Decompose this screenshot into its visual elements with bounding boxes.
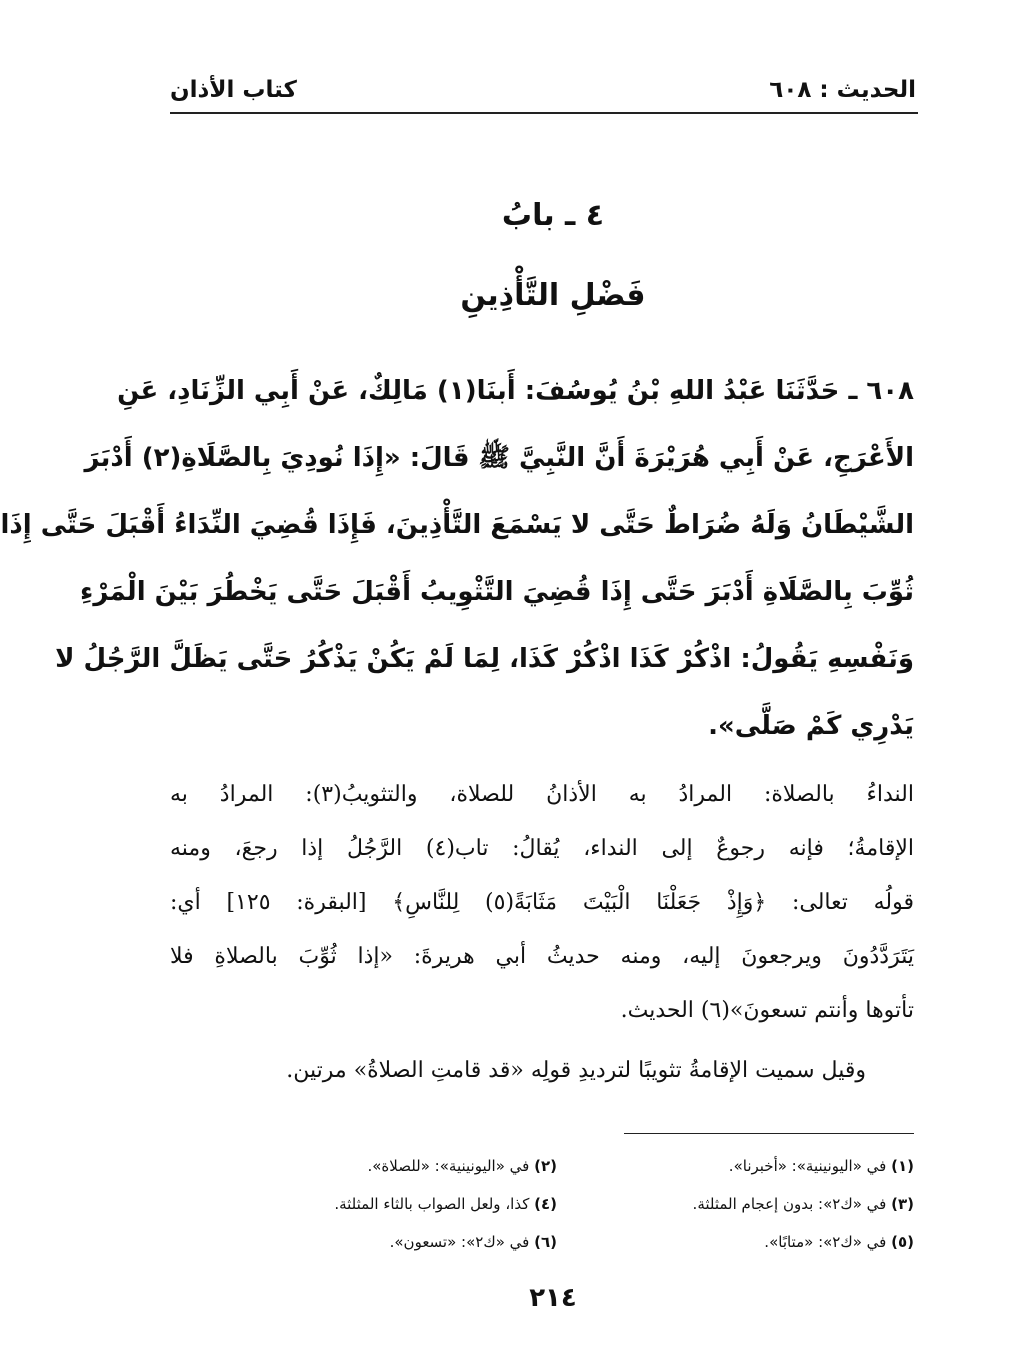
footnote-number: (١) [891,1157,914,1175]
commentary-line: الإقامةُ؛ فإنه رجوعٌ إلى النداء، يُقالُ: تاب(٤) الرَّجُلُ إذا رجعَ، ومنه [170,836,915,861]
hadith-line: وَنَفْسِهِ يَقُولُ: اذْكُرْ كَذَا اذْكُرْ كَذَا، لِمَا لَمْ يَكُنْ يَذْكُرُ حَتَّى يَظَلَّ الرَّجُلُ لا [55,644,914,674]
footnote-text: في «اليونينية»: «أخبرنا». [728,1157,887,1175]
header-book-title: كتاب الأذان [170,77,297,103]
footnote-number: (٥) [891,1233,914,1251]
commentary-paragraph [170,768,914,1038]
closing-paragraph: وقيل سميت الإقامةُ تثويبًا لترديدِ قولِه «قد قامتِ الصلاةُ» مرتين. [286,1058,866,1083]
footnote-text: في «اليونينية»: «للصلاة». [367,1157,530,1175]
footnote-4 [220,1188,557,1220]
footnote-text: في «ك٢»: بدون إعجام المثلثة. [692,1195,887,1213]
footnote-6 [220,1226,557,1258]
commentary-line: النداءُ بالصلاة: المرادُ به الأذانُ للصلاة، والتثويبُ(٣): المرادُ به [170,782,915,807]
hadith-line: يَدْرِي كَمْ صَلَّى». [708,711,914,741]
footnote-text: في «ك٢»: «تسعون». [389,1233,530,1251]
footnote-5 [577,1226,914,1258]
hadith-text [0,358,914,760]
hadith-line: الشَّيْطَانُ وَلَهُ ضُرَاطٌ حَتَّى لا يَسْمَعَ التَّأْذِينَ، فَإِذَا قُضِيَ النِّدَاءُ أَقْبَلَ حَتَّى إِذَا [0,510,914,540]
footnote-text: كذا، ولعل الصواب بالثاء المثلثة. [334,1195,530,1213]
running-header [170,70,916,110]
footnote-text: في «ك٢»: «متابًا». [764,1233,887,1251]
footnote-3 [577,1188,914,1220]
commentary-line: قولُه تعالى: ﴿وَإِذْ جَعَلْنَا الْبَيْتَ مَثَابَةً(٥) لِلنَّاسِ﴾ [البقرة: ١٢٥] أي: [170,890,914,915]
hadith-line: الأَعْرَجِ، عَنْ أَبِي هُرَيْرَةَ أَنَّ النَّبِيَّ ﷺ قَالَ: «إِذَا نُودِيَ بِالصَّلَاةِ(٢) أَدْبَرَ [84,443,914,473]
commentary-line: تأتوها وأنتم تسعونَ»(٦) الحديث. [620,998,914,1023]
commentary-line: يَتَرَدَّدُونَ ويرجعونَ إليه، ومنه حديثُ أبي هريرةَ: «إذا ثُوِّبَ بالصلاةِ فلا [170,944,914,969]
footnote-number: (٦) [534,1233,557,1251]
chapter-number: ٤ ـ بابُ [501,198,605,233]
footnotes [220,1150,914,1258]
chapter-title: فَضْلِ التَّأْذِينِ [460,278,646,313]
hadith-line: ثُوِّبَ بِالصَّلَاةِ أَدْبَرَ حَتَّى إِذَا قُضِيَ التَّثْوِيبُ أَقْبَلَ حَتَّى يَخْطُرَ بَيْنَ الْمَرْءِ [80,577,914,607]
footnote-number: (٤) [534,1195,557,1213]
footnote-1 [577,1150,914,1182]
footnote-number: (٢) [534,1157,557,1175]
header-hadith-reference: الحديث : ٦٠٨ [769,77,916,103]
header-divider [170,112,918,114]
footnote-number: (٣) [891,1195,914,1213]
footnote-2 [220,1150,557,1182]
page-number: ٢١٤ [529,1283,577,1313]
hadith-line: ٦٠٨ ـ حَدَّثَنَا عَبْدُ اللهِ بْنُ يُوسُفَ: أَبنَا(١) مَالِكٌ، عَنْ أَبِي الزِّنَادِ، عَنِ [117,376,914,406]
footnote-divider [624,1133,914,1134]
